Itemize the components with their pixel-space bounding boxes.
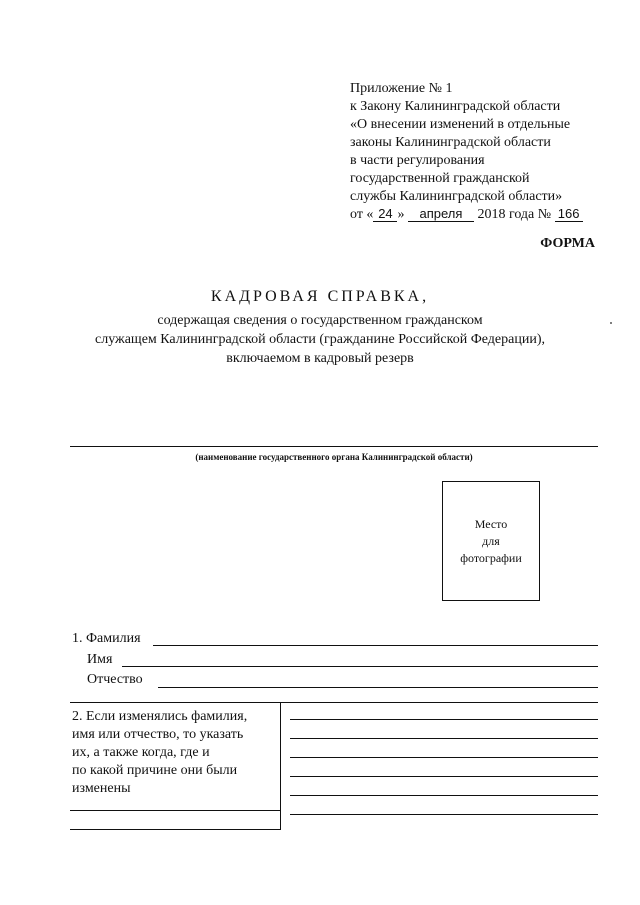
scan-speck xyxy=(610,322,612,324)
appendix-line: Приложение № 1 xyxy=(350,81,453,96)
table-divider xyxy=(280,702,281,830)
appendix-line: в части регулирования xyxy=(350,153,485,168)
table-left-line xyxy=(70,810,280,811)
surname-label: 1. Фамилия xyxy=(72,631,141,646)
surname-field[interactable] xyxy=(153,645,598,646)
answer-2-line[interactable] xyxy=(290,738,598,739)
date-prefix: от « xyxy=(350,207,374,222)
patronymic-label: Отчество xyxy=(87,672,143,687)
subtitle-line: служащем Калининградской области (гражданине Российской Федерации), xyxy=(95,332,545,347)
answer-2-line[interactable] xyxy=(290,776,598,777)
question-2-label xyxy=(72,708,277,798)
answer-2-line[interactable] xyxy=(290,757,598,758)
org-name-field[interactable] xyxy=(70,446,598,447)
name-label: Имя xyxy=(87,652,113,667)
answer-2-line[interactable] xyxy=(290,719,598,720)
page-title: КАДРОВАЯ СПРАВКА, xyxy=(210,288,430,305)
name-field[interactable] xyxy=(122,666,598,667)
doc-number: 166 xyxy=(555,206,583,222)
form-label: ФОРМА xyxy=(540,236,595,251)
subtitle-line: включаемом в кадровый резерв xyxy=(226,351,414,366)
appendix-line: к Закону Калининградской области xyxy=(350,99,561,114)
question-2-line: имя или отчество, то указать xyxy=(72,727,244,742)
appendix-line: законы Калининградской области xyxy=(350,135,551,150)
question-2-line: изменены xyxy=(72,781,131,796)
appendix-date-line xyxy=(350,206,620,224)
date-month: апреля xyxy=(408,206,474,222)
subtitle-line: содержащая сведения о государственном гражданском xyxy=(157,313,483,328)
question-2-line: 2. Если изменялись фамилия, xyxy=(72,709,248,724)
appendix-block xyxy=(350,80,620,224)
date-year: 2018 года № xyxy=(477,207,552,222)
patronymic-field[interactable] xyxy=(158,687,598,688)
question-2-line: их, а также когда, где и xyxy=(72,745,210,760)
appendix-line: государственной гражданской xyxy=(350,171,530,186)
date-close: » xyxy=(397,207,405,222)
org-name-caption: (наименование государственного органа Калининградской области) xyxy=(195,452,473,462)
answer-2-line[interactable] xyxy=(290,795,598,796)
date-day: 24 xyxy=(373,206,397,222)
photo-label-line: фотографии xyxy=(460,550,522,565)
photo-placeholder[interactable] xyxy=(442,481,540,601)
photo-label-line: для xyxy=(482,533,500,548)
appendix-line: службы Калининградской области» xyxy=(350,189,563,204)
answer-2-line[interactable] xyxy=(290,814,598,815)
page-subtitle xyxy=(60,311,580,368)
table-bottom-left-line xyxy=(70,829,280,830)
table-top-border xyxy=(70,702,598,703)
photo-label-line: Место xyxy=(474,516,508,531)
appendix-line: «О внесении изменений в отдельные xyxy=(350,117,571,132)
question-2-line: по какой причине они были xyxy=(72,763,238,778)
